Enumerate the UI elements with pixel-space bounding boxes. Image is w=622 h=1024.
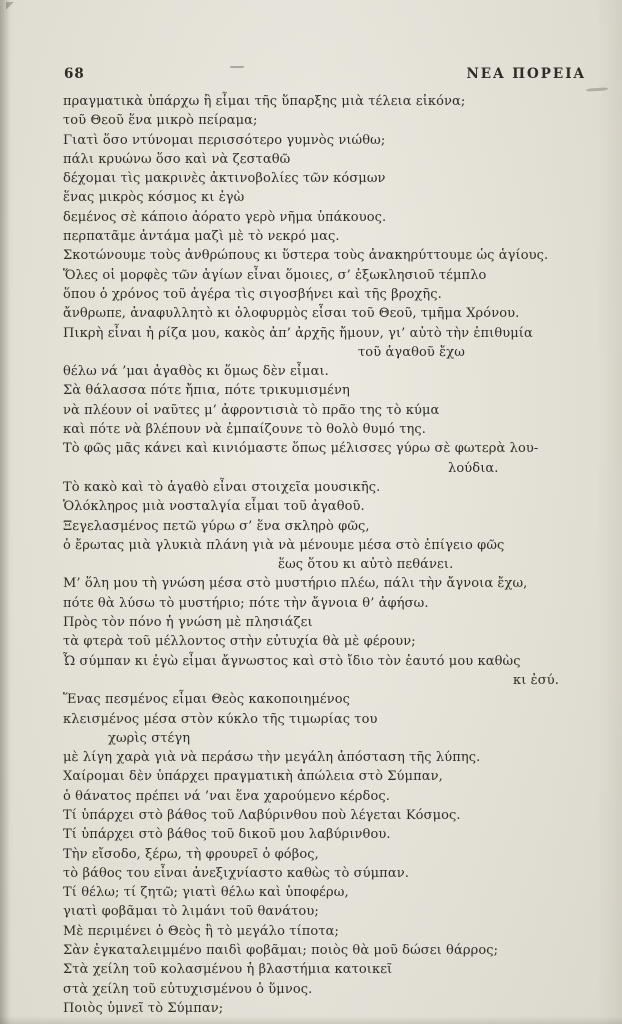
poem-line: στὰ χείλη τοῦ εὐτυχισμένου ὁ ὕμνος. xyxy=(63,981,313,997)
scan-edge-shadow-left xyxy=(0,0,10,1024)
poem-line: τοῦ ἀγαθοῦ ἔχω xyxy=(358,344,465,360)
poem-line: Τί ὑπάρχει στὸ βάθος τοῦ δικοῦ μου λαβύρινθου. xyxy=(63,827,391,843)
poem-line: τοῦ Θεοῦ ἕνα μικρὸ πείραμα; xyxy=(63,113,258,129)
poem-line: λούδια. xyxy=(448,460,499,476)
poem-line: Σκοτώνουμε τοὺς ἀνθρώπους κι ὕστερα τοὺς ἀνακηρύττουμε ὡς ἁγίους. xyxy=(63,248,549,264)
poem-line: νὰ πλέουν οἱ ναῦτες μ’ ἀφροντισιὰ τὸ πρᾶο της τὸ κύμα xyxy=(63,402,440,418)
poem-line: πότε θὰ λύσω τὸ μυστήριο; πότε τὴν ἄγνοια θ’ ἀφήσω. xyxy=(63,595,429,611)
poem-line: Σὰν ἐγκαταλειμμένο παιδὶ φοβᾶμαι; ποιὸς θὰ μοῦ δώσει θάρρος; xyxy=(63,943,499,959)
poem-line: κι ἐσύ. xyxy=(513,672,559,688)
poem-line: μὲ λίγη χαρὰ γιὰ νὰ περάσω τὴν μεγάλη ἀπόσταση τῆς λύπης. xyxy=(63,750,481,766)
scan-artifact-corner xyxy=(6,2,16,14)
poem-line: Ξεγελασμένος πετῶ γύρω σ’ ἕνα σκληρὸ φῶς, xyxy=(63,518,370,534)
poem-line: Τὴν εἴσοδο, ξέρω, τὴ φρουρεῖ ὁ φόβος, xyxy=(63,846,319,862)
poem-line: ὅπου ὁ χρόνος τοῦ ἀγέρα τὶς σιγοσβήνει καὶ τῆς βροχῆς. xyxy=(63,286,442,302)
poem-line: δέχομαι τὶς μακρινὲς ἀκτινοβολίες τῶν κόσμων xyxy=(63,171,386,187)
poem-line: Τὸ φῶς μᾶς κάνει καὶ κινιόμαστε ὅπως μέλισσες γύρω σὲ φωτερὰ λου- xyxy=(63,441,539,457)
poem-line: Τὸ κακὸ καὶ τὸ ἀγαθὸ εἶναι στοιχεῖα μουσικῆς. xyxy=(63,479,381,495)
poem-line: περπατᾶμε ἀντάμα μαζὶ μὲ τὸ νεκρό μας. xyxy=(63,229,340,245)
poem-line: ἕως ὅτου κι αὐτὸ πεθάνει. xyxy=(278,557,454,573)
poem-line: Πικρὴ εἶναι ἡ ρίζα μου, κακὸς ἀπ’ ἀρχῆς ἤμουν, γι’ αὐτὸ τὴν ἐπιθυμία xyxy=(63,325,533,341)
poem-line: Μ’ ὅλη μου τὴ γνώση μέσα στὸ μυστήριο πλέω, πάλι τὴν ἄγνοια ἔχω, xyxy=(63,576,528,592)
poem-line: χωρὶς στέγη xyxy=(108,730,191,746)
poem-text-block xyxy=(63,92,596,1018)
poem-line: Ὦ σύμπαν κι ἐγὼ εἶμαι ἄγνωστος καὶ στὸ ἴδιο τὸν ἑαυτό μου καθὼς xyxy=(63,653,521,669)
poem-line: Τί ὑπάρχει στὸ βάθος τοῦ Λαβύρινθου ποὺ λέγεται Κόσμος. xyxy=(63,807,461,823)
poem-line: Μὲ περιμένει ὁ Θεὸς ἢ τὸ μεγάλο τίποτα; xyxy=(63,923,339,939)
poem-line: θέλω νά ’μαι ἀγαθὸς κι ὅμως δὲν εἶμαι. xyxy=(63,364,329,380)
poem-line: Ὁλόκληρος μιὰ νοσταλγία εἶμαι τοῦ ἀγαθοῦ. xyxy=(63,499,365,515)
poem-line: πραγματικὰ ὑπάρχω ἢ εἶμαι τῆς ὕπαρξης μιὰ τέλεια εἰκόνα; xyxy=(63,94,466,109)
poem-line: δεμένος σὲ κάποιο ἀόρατο γερὸ νῆμα ὑπάκουος. xyxy=(63,209,387,225)
poem-line: τὰ φτερὰ τοῦ μέλλοντος στὴν εὐτυχία θὰ μὲ φέρουν; xyxy=(63,634,416,650)
page-header xyxy=(64,66,586,82)
poem-line: ὁ θάνατος πρέπει νά ’ναι ἕνα χαρούμενο κέρδος. xyxy=(63,788,390,804)
poem-line: πάλι κρυώνω ὅσο καὶ νὰ ζεσταθῶ xyxy=(63,151,291,167)
poem-line: Πρὸς τὸν πόνο ἡ γνώση μὲ πλησιάζει xyxy=(63,615,313,631)
poem-line: Στὰ χείλη τοῦ κολασμένου ἡ βλαστήμια κατοικεῖ xyxy=(63,962,393,978)
poem-line: Ὅλες οἱ μορφὲς τῶν ἁγίων εἶναι ὅμοιες, σ’ ἐξωκλησιοῦ τέμπλο xyxy=(63,267,487,283)
poem-line: Ποιὸς ὑμνεῖ τὸ Σύμπαν; xyxy=(63,1000,224,1016)
page-number: 68 xyxy=(64,66,85,82)
poem-line: ὁ ἔρωτας μιὰ γλυκιὰ πλάνη γιὰ νὰ μένουμε μέσα στὸ ἐπίγειο φῶς xyxy=(63,537,505,553)
poem-line: Ἕνας πεσμένος εἶμαι Θεὸς κακοποιημένος xyxy=(63,692,351,708)
poem-line: τὸ βάθος του εἶναι ἀνεξιχνίαστο καθὼς τὸ σύμπαν. xyxy=(63,865,409,881)
poem-line: Σὰ θάλασσα πότε ἤπια, πότε τρικυμισμένη xyxy=(63,383,350,399)
poem-line: Χαίρομαι δὲν ὑπάρχει πραγματικὴ ἀπώλεια στὸ Σύμπαν, xyxy=(63,769,443,785)
journal-title: ΝΕΑ ΠΟΡΕΙΑ xyxy=(466,66,586,82)
poem-line: γιατὶ φοβᾶμαι τὸ λιμάνι τοῦ θανάτου; xyxy=(63,904,319,920)
poem-line: Γιατὶ ὅσο ντύνομαι περισσότερο γυμνὸς νιώθω; xyxy=(63,132,386,148)
poem-line: ἄνθρωπε, ἀναφυλλητὸ κι ὁλοφυρμὸς εἶσαι τοῦ Θεοῦ, τμῆμα Χρόνου. xyxy=(63,306,520,322)
poem-line: καὶ πότε νὰ βλέπουν νὰ ἐμπαίζουνε τὸ θολὸ θυμό της. xyxy=(63,422,427,438)
poem-line: ἕνας μικρὸς κόσμος κι ἐγὼ xyxy=(63,190,245,206)
poem-line: κλεισμένος μέσα στὸν κύκλο τῆς τιμωρίας του xyxy=(63,711,378,727)
poem-line: Τί θέλω; τί ζητῶ; γιατὶ θέλω καὶ ὑποφέρω, xyxy=(63,885,349,901)
